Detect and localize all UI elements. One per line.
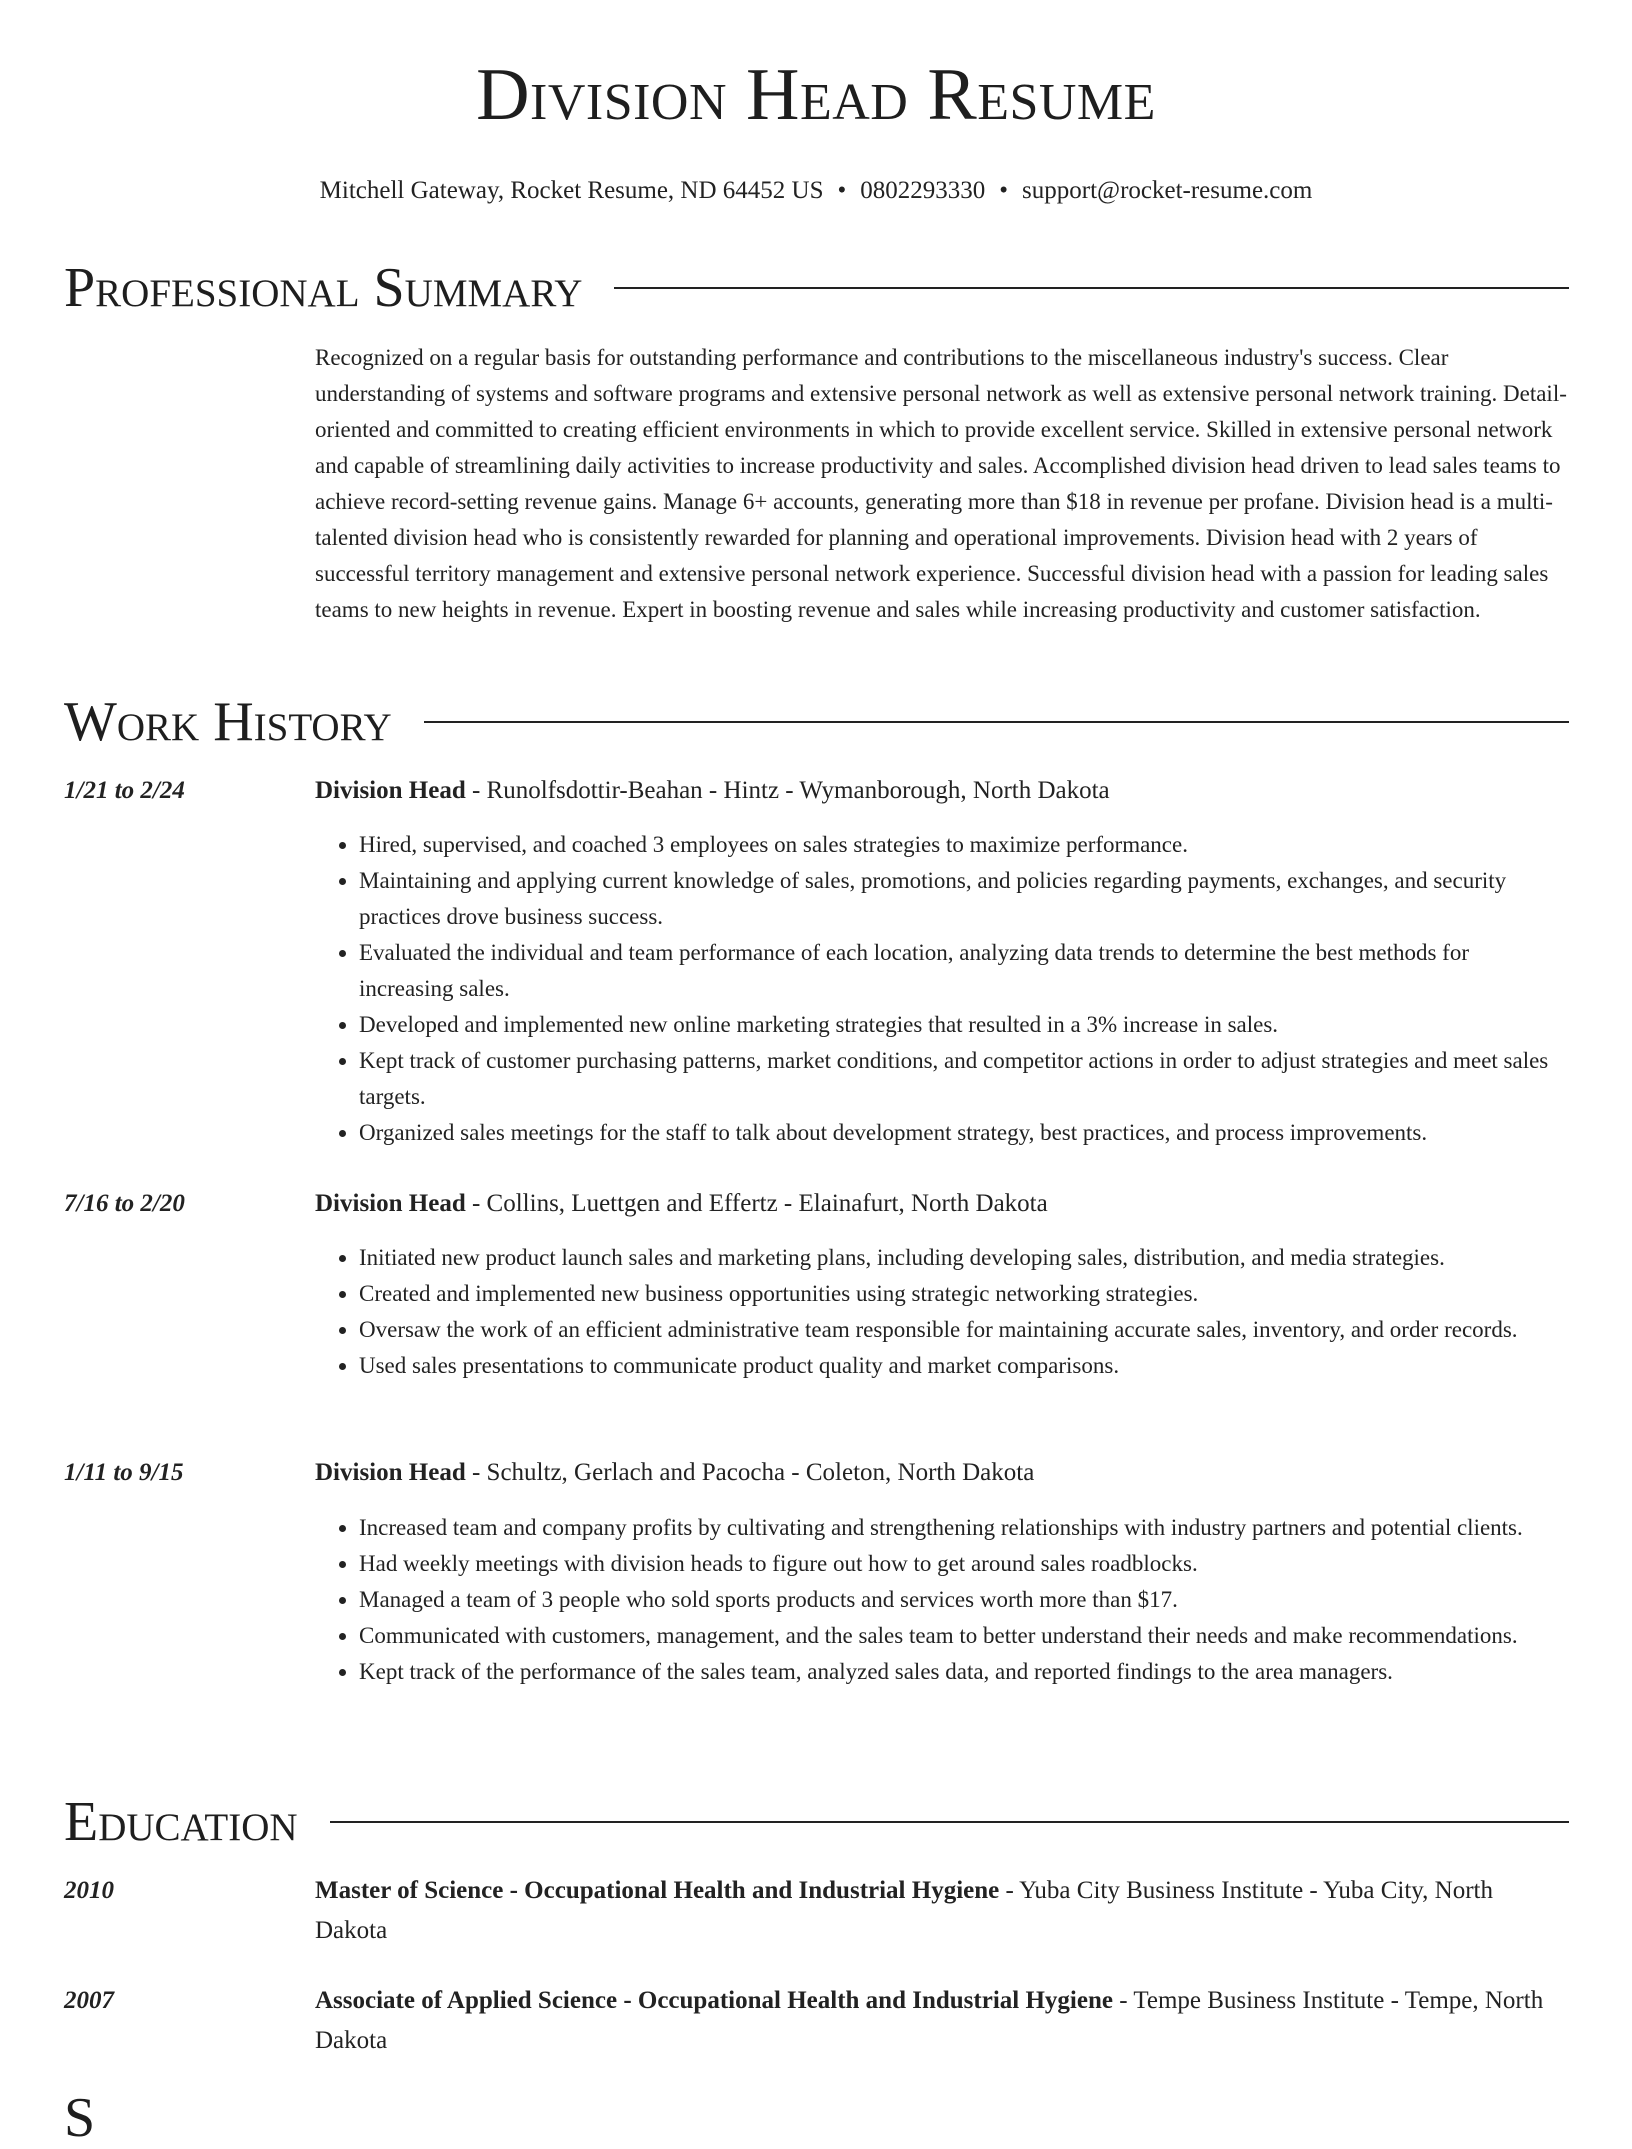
job-bullet: • Oversaw the work of an efficient administrative team responsible for maintaining accurate sales, inventory, and order records.: [359, 1312, 1567, 1348]
section-heading-label: Professional Summary: [64, 257, 583, 319]
education-degree: Associate of Applied Science - Occupational Health and Industrial Hygiene: [315, 1987, 1113, 2014]
education-entry: [315, 1871, 1567, 1951]
job-title-line: [315, 773, 1567, 809]
education-details: - Yuba City Business Institute - Yuba City, North Dakota: [315, 1877, 1493, 1944]
section-divider: [614, 287, 1569, 289]
contact-phone: 0802293330: [860, 177, 986, 204]
summary-section-heading: [64, 258, 1569, 318]
job-bullet: • Developed and implemented new online marketing strategies that resulted in a 3% increase in sales.: [359, 1007, 1567, 1043]
job-bullet: • Maintaining and applying current knowledge of sales, promotions, and policies regarding payments, exchanges, and security practices drove business success.: [359, 863, 1567, 935]
job-bullet: • Hired, supervised, and coached 3 employees on sales strategies to maximize performance.: [359, 827, 1567, 863]
section-divider: [424, 721, 1569, 723]
job-bullet: • Kept track of the performance of the sales team, analyzed sales data, and reported findings to the area managers.: [359, 1654, 1567, 1690]
section-divider: [330, 1821, 1569, 1823]
work-history-section-heading: [64, 692, 1569, 752]
job-role: Division Head: [315, 1459, 466, 1486]
job-bullet: • Had weekly meetings with division heads to figure out how to get around sales roadblocks.: [359, 1546, 1567, 1582]
job-details: - Collins, Luettgen and Effertz - Elainafurt, North Dakota: [465, 1190, 1048, 1217]
education-year: 2010: [64, 1877, 114, 1904]
section-heading-label: Work History: [64, 691, 392, 753]
education-degree: Master of Science - Occupational Health and Industrial Hygiene: [315, 1877, 1000, 1904]
job-bullet: • Created and implemented new business opportunities using strategic networking strategies.: [359, 1276, 1567, 1312]
job-role: Division Head: [315, 1190, 466, 1217]
job-bullet: • Managed a team of 3 people who sold sports products and services worth more than $17.: [359, 1582, 1567, 1618]
resume-title: Division Head Resume: [476, 54, 1156, 136]
education-details: - Tempe Business Institute - Tempe, North Dakota: [315, 1987, 1544, 2054]
job-bullet: • Kept track of customer purchasing patterns, market conditions, and competitor actions in order to adjust strategies and meet sales targets.: [359, 1043, 1567, 1115]
education-section-heading: [64, 1792, 1569, 1852]
job-bullet: • Communicated with customers, management, and the sales team to better understand their needs and make recommendations.: [359, 1618, 1567, 1654]
job-role: Division Head: [315, 777, 466, 804]
separator-dot: •: [837, 177, 847, 204]
job-title-line: [315, 1186, 1567, 1222]
job-title-line: [315, 1455, 1567, 1491]
job-dates: 7/16 to 2/20: [64, 1190, 185, 1217]
job-bullet: • Evaluated the individual and team performance of each location, analyzing data trends to determine the best methods for increasing sales.: [359, 935, 1567, 1007]
section-heading-label: Education: [64, 1791, 298, 1853]
next-section-heading-partial: [64, 2088, 1569, 2148]
education-entry: [315, 1981, 1567, 2061]
separator-dot: •: [999, 177, 1009, 204]
job-dates: 1/21 to 2/24: [64, 777, 185, 804]
job-bullet: • Used sales presentations to communicate product quality and market comparisons.: [359, 1348, 1567, 1384]
contact-email: support@rocket-resume.com: [1022, 177, 1313, 204]
job-details: - Schultz, Gerlach and Pacocha - Coleton, North Dakota: [465, 1459, 1035, 1486]
job-bullet: • Organized sales meetings for the staff to talk about development strategy, best practices, and process improvements.: [359, 1115, 1567, 1151]
section-heading-label: S: [64, 2087, 96, 2149]
job-dates: 1/11 to 9/15: [64, 1459, 184, 1486]
education-year: 2007: [64, 1987, 114, 2014]
job-bullet: • Increased team and company profits by cultivating and strengthening relationships with industry partners and potential clients.: [359, 1510, 1567, 1546]
job-bullet: • Initiated new product launch sales and marketing plans, including developing sales, distribution, and media strategies.: [359, 1240, 1567, 1276]
job-bullets: [315, 1240, 1567, 1384]
contact-line: [0, 176, 1632, 206]
job-bullets: [315, 1510, 1567, 1690]
contact-address: Mitchell Gateway, Rocket Resume, ND 64452 US: [319, 177, 824, 204]
job-bullets: [315, 827, 1567, 1151]
summary-paragraph: Recognized on a regular basis for outstanding performance and contributions to the miscellaneous industry's success. Clear understanding of systems and software programs and extensive personal network as well as extensive personal network training. Detail-oriented and committed to creating efficient environments in which to provide excellent service. Skilled in extensive personal network and capable of streamlining daily activities to increase productivity and sales. Accomplished division head driven to lead sales teams to achieve record-setting revenue gains. Manage 6+ accounts, generating more than $18 in revenue per profane. Division head is a multi-talented division head who is consistently rewarded for planning and operational improvements. Division head with 2 years of successful territory management and extensive personal network experience. Successful division head with a passion for leading sales teams to new heights in revenue. Expert in boosting revenue and sales while increasing productivity and customer satisfaction.: [315, 345, 1567, 622]
job-details: - Runolfsdottir-Beahan - Hintz - Wymanborough, North Dakota: [465, 777, 1110, 804]
